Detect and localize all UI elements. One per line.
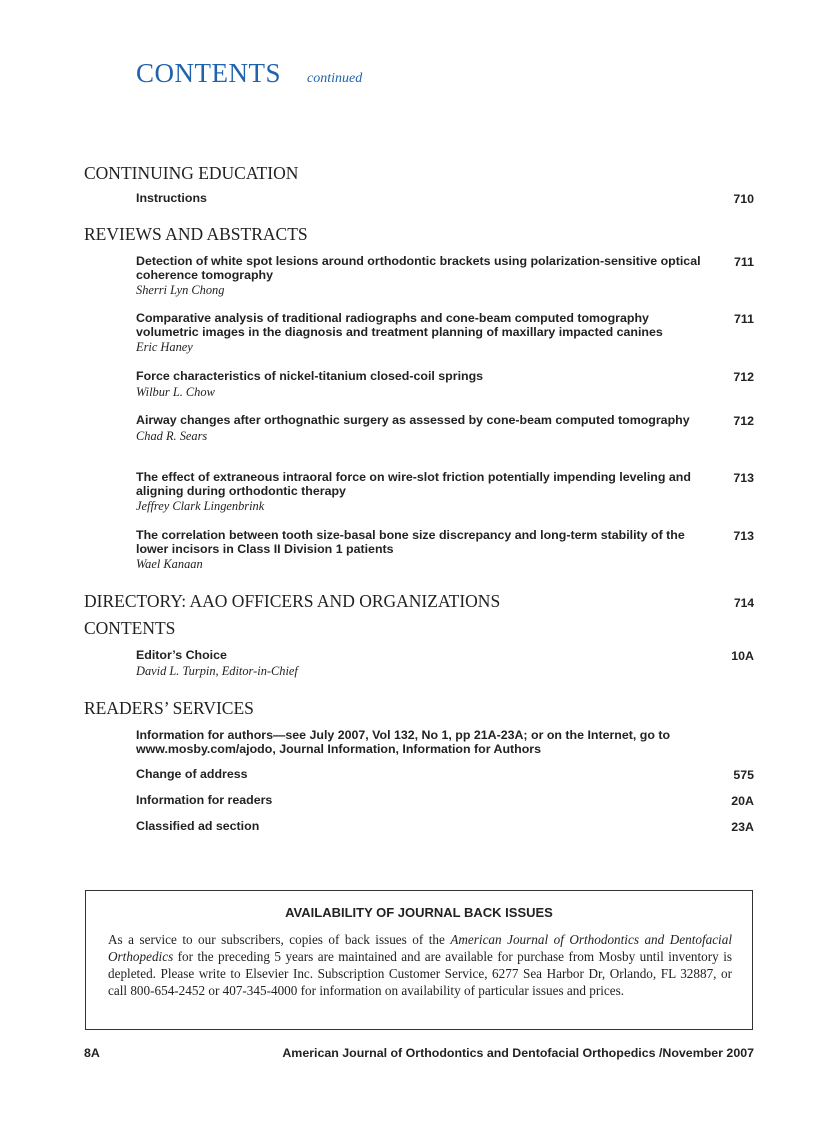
section-heading-reviews: REVIEWS AND ABSTRACTS <box>84 224 308 244</box>
toc-entry-page: 23A <box>731 820 754 834</box>
page-title-continued: continued <box>307 71 363 86</box>
toc-entry-change-of-address[interactable] <box>136 768 706 782</box>
toc-entry-page: 712 <box>733 414 754 428</box>
toc-entry-author: Eric Haney <box>136 340 193 354</box>
toc-entry-author: David L. Turpin, Editor-in-Chief <box>136 663 298 678</box>
toc-entry-page: 713 <box>733 471 754 485</box>
toc-entry-page: 710 <box>733 192 754 206</box>
toc-entry-title: Force characteristics of nickel-titanium closed-coil springs <box>136 369 484 383</box>
section-heading-readers-services: READERS’ SERVICES <box>84 698 254 718</box>
notice-text-before: As a service to our subscribers, copies of back issues of the <box>108 932 451 947</box>
toc-entry-title: Detection of white spot lesions around orthodontic brackets using polarization-sensitive optical coherence tomography <box>136 254 701 282</box>
toc-entry-title: Information for authors—see July 2007, Vol 132, No 1, pp 21A-23A; or on the Internet, go to www.mosby.com/ajodo, Journal Information, Information for Authors <box>136 728 671 756</box>
toc-entry-page: 711 <box>734 255 754 269</box>
toc-entry-title: Editor’s Choice <box>136 648 227 662</box>
toc-entry-title: The correlation between tooth size-basal bone size discrepancy and long-term stability of the lower incisors in Class II Division 1 patients <box>136 528 685 556</box>
page-title <box>136 58 362 89</box>
toc-entry-author: Chad R. Sears <box>136 428 208 443</box>
toc-entry-title: Comparative analysis of traditional radiographs and cone-beam computed tomography volumetric images in the diagnosis and treatment planning of maxillary impacted canines <box>136 311 663 339</box>
toc-entry-page: 713 <box>733 529 754 543</box>
toc-entry-editors-choice[interactable] <box>136 649 706 679</box>
notice-text-after: for the preceding 5 years are maintained and are available for purchase from Mosby until inventory is depleted. Please write to Elsevier Inc. Subscription Customer Service, 6277 Sea Harbor Dr, Orlando, FL 32887, or call 800-654-2452 or 407-345-4000 for information on availability of particular issues and prices. <box>108 949 732 998</box>
notice-title: AVAILABILITY OF JOURNAL BACK ISSUES <box>285 905 553 920</box>
toc-entry-white-spot[interactable] <box>136 255 706 298</box>
section-heading-directory[interactable]: DIRECTORY: AAO OFFICERS AND ORGANIZATIONS <box>84 591 501 611</box>
toc-entry-page: 711 <box>734 312 754 326</box>
notice-text <box>108 931 732 999</box>
toc-entry-impacted-canines[interactable] <box>136 312 706 355</box>
toc-entry-title: Information for readers <box>136 793 273 807</box>
toc-entry-author: Jeffrey Clark Lingenbrink <box>136 499 265 513</box>
page-title-main: CONTENTS <box>136 58 281 88</box>
section-heading-continuing-education: CONTINUING EDUCATION <box>84 163 299 183</box>
section-heading-contents: CONTENTS <box>84 618 176 638</box>
toc-entry-author: Wilbur L. Chow <box>136 384 215 399</box>
toc-entry-author: Wael Kanaan <box>136 557 203 571</box>
notice-journal-name: American Journal of Orthodontics and Dentofacial Orthopedics <box>108 932 732 964</box>
toc-entry-page: 20A <box>731 794 754 808</box>
back-issues-notice <box>85 890 753 1030</box>
toc-entry-author: Sherri Lyn Chong <box>136 283 225 297</box>
toc-entry-info-readers[interactable] <box>136 794 706 808</box>
toc-entry-wire-slot-friction[interactable] <box>136 471 706 514</box>
toc-entry-instructions[interactable] <box>136 192 706 206</box>
toc-entry-info-authors[interactable] <box>136 729 706 756</box>
toc-entry-title: The effect of extraneous intraoral force on wire-slot friction potentially impending leveling and aligning during orthodontic therapy <box>136 470 691 498</box>
toc-entry-classified-ads[interactable] <box>136 820 706 834</box>
toc-entry-title: Airway changes after orthognathic surgery as assessed by cone-beam computed tomography <box>136 413 690 427</box>
toc-entry-airway-changes[interactable] <box>136 414 706 444</box>
toc-entry-tooth-size[interactable] <box>136 529 706 572</box>
toc-entry-page: 712 <box>733 370 754 384</box>
footer-journal: American Journal of Orthodontics and Dentofacial Orthopedics /November 2007 <box>282 1046 754 1060</box>
toc-entry-title: Classified ad section <box>136 819 260 833</box>
toc-entry-page: 575 <box>733 768 754 782</box>
section-directory-page: 714 <box>733 596 754 610</box>
toc-entry-coil-springs[interactable] <box>136 370 706 400</box>
toc-entry-page: 10A <box>731 649 754 663</box>
toc-entry-title: Instructions <box>136 191 207 205</box>
toc-entry-title: Change of address <box>136 767 248 781</box>
footer-page-number: 8A <box>84 1046 100 1060</box>
